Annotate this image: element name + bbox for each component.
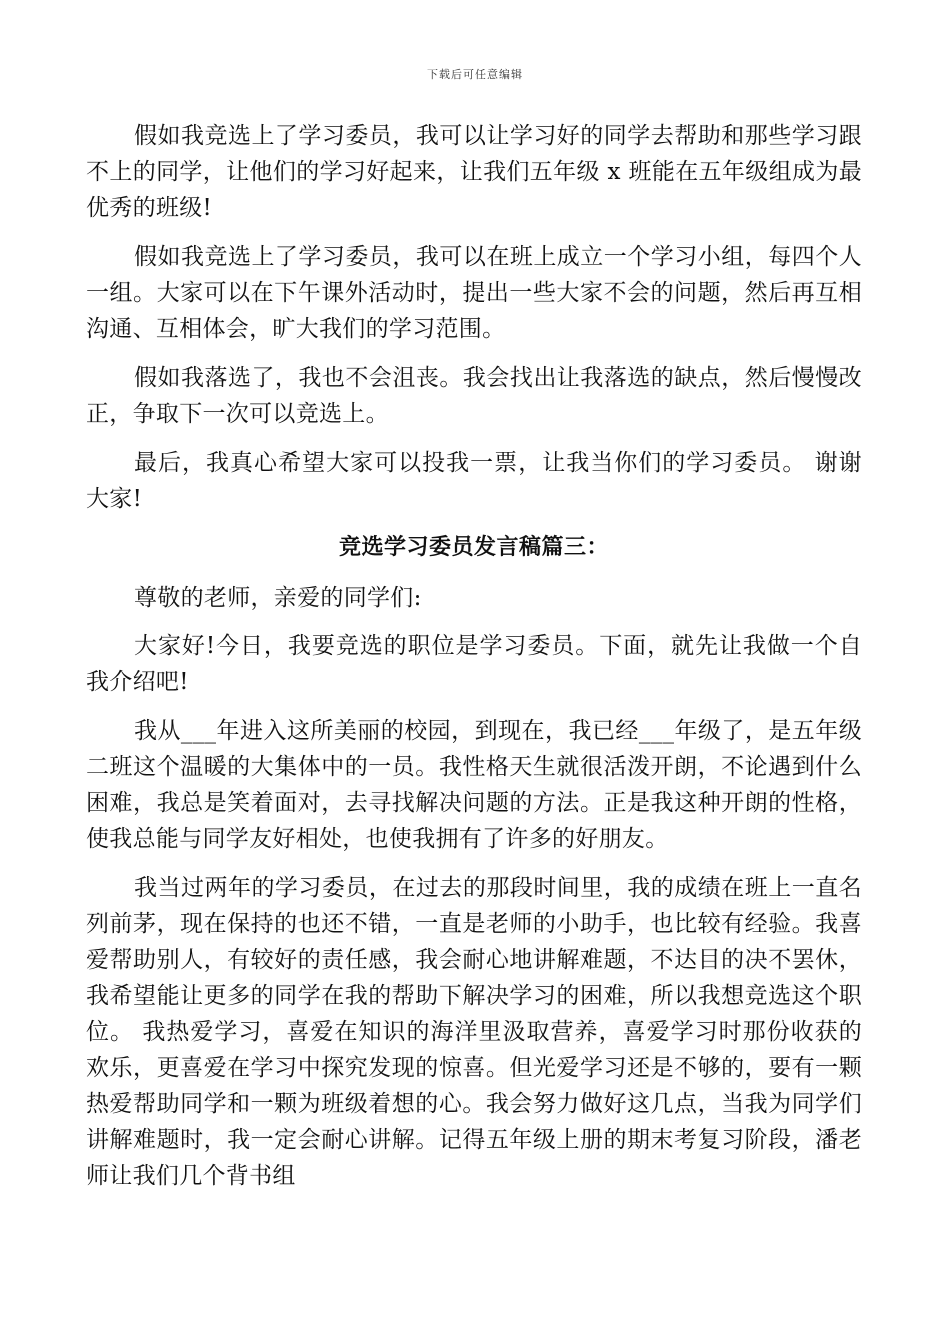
paragraph: 最后，我真心希望大家可以投我一票，让我当你们的学习委员。 谢谢大家! (86, 450, 862, 512)
paragraph: 我当过两年的学习委员，在过去的那段时间里，我的成绩在班上一直名列前茅，现在保持的也还不错，一直是老师的小助手，也比较有经验。我喜爱帮助别人，有较好的责任感，我会耐心地讲解难题，不达目的决不罢休，我希望能让更多的同学在我的帮助下解决学习的困难，所以我想竞选这个职位。 我热爱学习，喜爱在知识的海洋里汲取营养，喜爱学习时那份收获的欢乐，更喜爱在学习中探究发现的惊喜。但光爱学习还是不够的，要有一颗热爱帮助同学和一颗为班级着想的心。我会努力做好这几点，当我为同学们讲解难题时，我一定会耐心讲解。记得五年级上册的期末考复习阶段，潘老师让我们几个背书组 (86, 875, 862, 1189)
paragraph: 假如我落选了，我也不会沮丧。我会找出让我落选的缺点，然后慢慢改正，争取下一次可以竞选上。 (86, 365, 862, 427)
paragraph: 假如我竞选上了学习委员，我可以在班上成立一个学习小组，每四个人一组。大家可以在下午课外活动时，提出一些大家不会的问题，然后再互相沟通、互相体会，旷大我们的学习范围。 (86, 244, 862, 342)
section-title: 竞选学习委员发言稿篇三： (338, 535, 609, 560)
paragraph: 尊敬的老师，亲爱的同学们: (134, 585, 422, 611)
header-note: 下载后可任意编辑 (427, 68, 523, 81)
paragraph: 假如我竞选上了学习委员，我可以让学习好的同学去帮助和那些学习跟不上的同学，让他们的学习好起来，让我们五年级 x 班能在五年级组成为最优秀的班级! (86, 123, 862, 221)
paragraph: 大家好!今日，我要竞选的职位是学习委员。下面，就先让我做一个自我介绍吧! (86, 633, 862, 695)
document-body (86, 118, 862, 1207)
paragraph: 我从___年进入这所美丽的校园，到现在，我已经___年级了，是五年级二班这个温暖的大集体中的一员。我性格天生就很活泼开朗，不论遇到什么困难，我总是笑着面对，去寻找解决问题的方法。正是我这种开朗的性格，使我总能与同学友好相处，也使我拥有了许多的好朋友。 (86, 718, 862, 852)
